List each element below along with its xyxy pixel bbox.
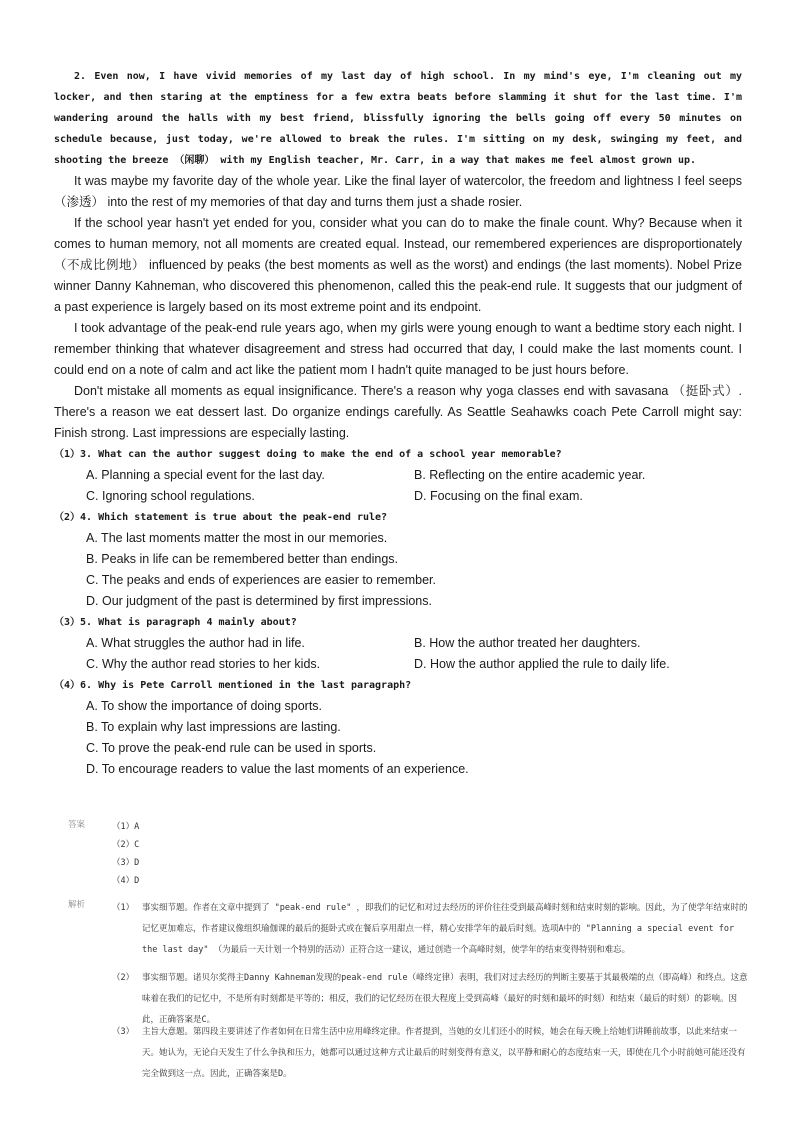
explanation-text: 主旨大意题。第四段主要讲述了作者如何在日常生活中应用峰终定律。作者提到，当她的女儿们还小的时候，她会在每天晚上给她们讲睡前故事，以此来结束一天。她认为，无论白天发生了什么争执和压力，她都可以通过这种方式让最后的时刻变得有意义，以平静和耐心的态度结束一天，即使在几个小时前她可能还没有完全做到这一点。因此，正确答案是D。	[142, 1027, 746, 1079]
explanation-text: 事实细节题。作者在文章中提到了 "peak-end rule" ，即我们的记忆和对过去经历的评价往往受到最高峰时刻和结束时刻的影响。因此，为了使学年结束时的记忆更加难忘，作者建议像组织瑜伽课的最后的挺卧式或在餐后享用甜点一样，精心安排学年的最后时刻。选项A中的 "Planning a special event for the last day" （为最后一天计划一个特别的活动）正符合这一建议，通过创造一个高峰时刻，使学年的结束变得特别和难忘。	[142, 903, 748, 955]
passage-paragraph-5: Don't mistake all moments as equal insignificance. There's a reason why yoga classes end with savasana （挺卧式）. There's a reason we eat dessert last. Do organize endings carefully. As Seattle Seahawks coach Pete Carroll might say: Finish strong. Last impressions are especially lasting.	[54, 384, 742, 440]
explanation-number: （3）	[112, 1027, 135, 1037]
option-b[interactable]: B. Peaks in life can be remembered better than endings.	[86, 552, 398, 566]
option-a[interactable]: A. Planning a special event for the last day.	[86, 468, 325, 482]
question-stem: （2）4. Which statement is true about the peak-end rule?	[54, 512, 388, 523]
answer-item: （4）D	[112, 876, 140, 886]
option-c[interactable]: C. Why the author read stories to her kids.	[86, 657, 321, 671]
explanation-number: （1）	[112, 903, 135, 913]
option-d[interactable]: D. Our judgment of the past is determined by first impressions.	[86, 594, 432, 608]
option-d[interactable]: D. How the author applied the rule to daily life.	[414, 657, 670, 671]
option-a[interactable]: A. The last moments matter the most in our memories.	[86, 531, 388, 545]
option-c[interactable]: C. The peaks and ends of experiences are easier to remember.	[86, 573, 436, 587]
option-row	[54, 486, 742, 507]
answer-item: （1）A	[112, 822, 140, 832]
passage-paragraph-1: 2. Even now, I have vivid memories of my last day of high school. In my mind's eye, I'm cleaning out my locker, and then staring at the emptiness for a few extra beats before slamming it shut for the last time. I'm wandering around the halls with my best friend, blissfully ignoring the bells going off every 50 minutes on schedule because, just today, we're allowed to break the rules. I'm sitting on my desk, swinging my feet, and shooting the breeze （闲聊） with my English teacher, Mr. Carr, in a way that makes me feel almost grown up.	[54, 71, 742, 166]
option-c[interactable]: C. Ignoring school regulations.	[86, 489, 255, 503]
option-d[interactable]: D. To encourage readers to value the last moments of an experience.	[86, 762, 469, 776]
option-row	[54, 633, 742, 654]
option-b[interactable]: B. Reflecting on the entire academic year.	[414, 468, 646, 482]
document-page	[54, 66, 742, 780]
explanation-number: （2）	[112, 973, 135, 983]
passage-paragraph-3: If the school year hasn't yet ended for you, consider what you can do to make the finale count. Why? Because when it comes to human memory, not all moments are created equal. Instead, our remembered experiences are disproportionately （不成比例地） influenced by peaks (the best moments as well as the worst) and endings (the last moments). Nobel Prize winner Danny Kahneman, who discovered this phenomenon, called this the peak-end rule. It suggests that our judgment of a past experience is largely based on its most extreme point and its endpoint.	[54, 216, 742, 314]
option-a[interactable]: A. What struggles the author had in life.	[86, 636, 305, 650]
passage-paragraph-2: It was maybe my favorite day of the whole year. Like the final layer of watercolor, the freedom and lightness I feel seeps （渗透） into the rest of my memories of that day and turns them just a shade rosier.	[54, 174, 742, 209]
option-c[interactable]: C. To prove the peak-end rule can be used in sports.	[86, 741, 377, 755]
option-d[interactable]: D. Focusing on the final exam.	[414, 489, 583, 503]
explanation-item	[112, 898, 748, 961]
answer-item: （2）C	[112, 840, 140, 850]
explanation-item	[112, 1022, 748, 1085]
question-stem: （3）5. What is paragraph 4 mainly about?	[54, 617, 297, 628]
option-a[interactable]: A. To show the importance of doing sports.	[86, 699, 323, 713]
option-b[interactable]: B. To explain why last impressions are lasting.	[86, 720, 341, 734]
answer-label: 答案	[68, 820, 86, 830]
answer-item: （3）D	[112, 858, 140, 868]
explanation-text: 事实细节题。诺贝尔奖得主Danny Kahneman发现的peak-end rule（峰终定律）表明，我们对过去经历的判断主要基于其最极端的点（即高峰）和终点。这意味着在我们的记忆中，不是所有时刻都是平等的；相反，我们的记忆经历在很大程度上受到高峰（最好的时刻和最坏的时刻）和结束（最后的时刻）的影响。因此，正确答案是C。	[142, 973, 748, 1025]
question-stem: （4）6. Why is Pete Carroll mentioned in the last paragraph?	[54, 680, 412, 691]
passage-paragraph-4: I took advantage of the peak-end rule years ago, when my girls were young enough to want a bedtime story each night. I remember thinking that whatever disagreement and stress had occurred that day, I could make the last moments count. I could end on a note of calm and act like the patient mom I hadn't quite managed to be just hours before.	[54, 321, 742, 377]
option-row	[54, 654, 742, 675]
explanation-label: 解析	[68, 900, 86, 910]
option-row	[54, 465, 742, 486]
question-stem: （1）3. What can the author suggest doing to make the end of a school year memorable?	[54, 449, 562, 460]
option-b[interactable]: B. How the author treated her daughters.	[414, 636, 641, 650]
